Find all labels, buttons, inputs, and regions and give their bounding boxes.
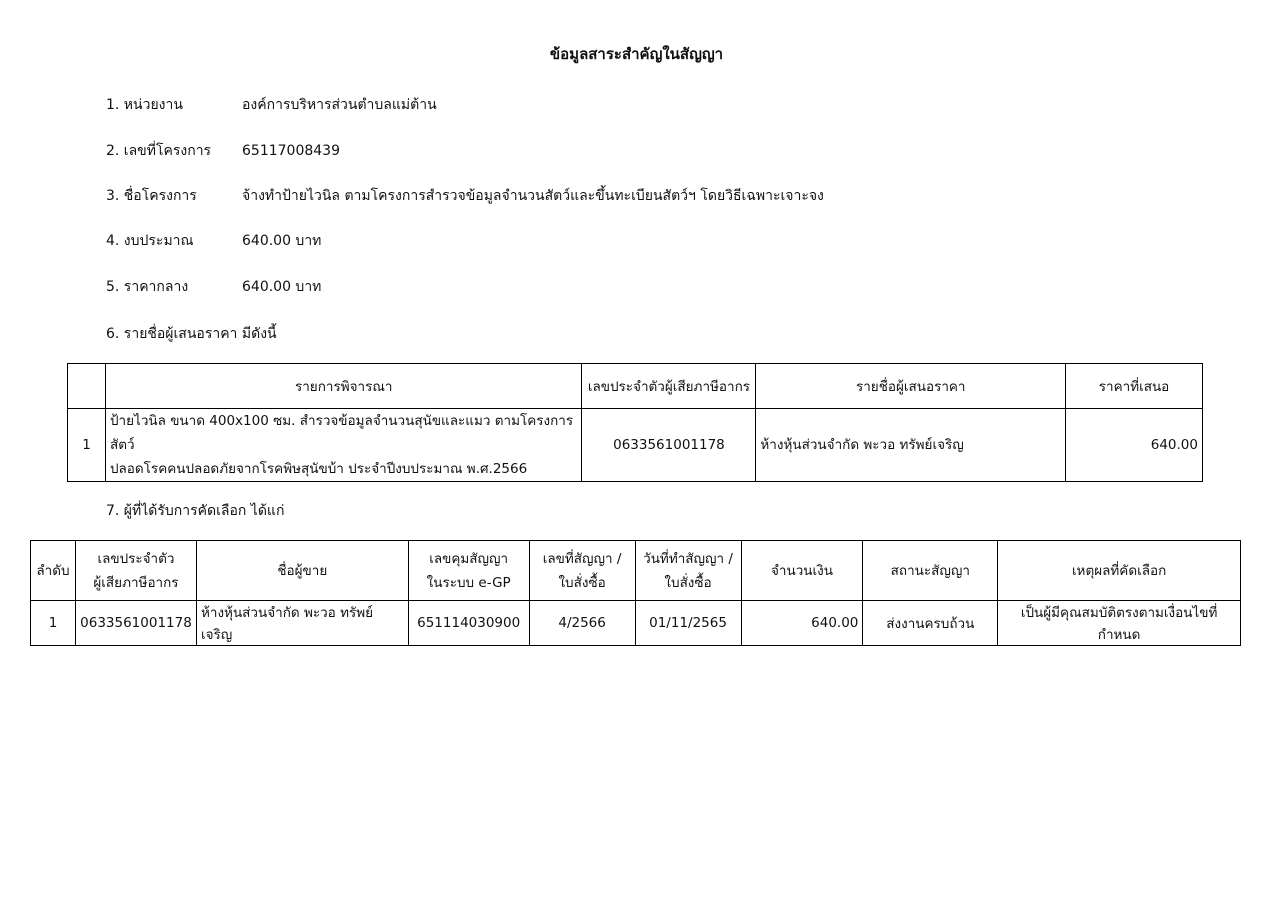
table-row [68,409,1203,482]
section7-heading: 7. ผู้ที่ได้รับการคัดเลือก ได้แก่ [106,503,285,519]
field-budget-value: 640.00 บาท [242,233,322,249]
field-project-name-label: 3. ชื่อโครงการ [106,188,197,204]
selected-header-egp-l2: ในระบบ e-GP [426,574,511,591]
selected-header-taxid-l2: ผู้เสียภาษีอากร [93,574,179,591]
field-project-number-value: 65117008439 [242,143,340,159]
bidders-header-row [68,364,1203,409]
bidder-row-price: 640.00 [1066,409,1203,482]
selected-row-status: ส่งงานครบถ้วน [863,601,998,646]
field-budget [106,231,321,251]
field-agency-label: 1. หน่วยงาน [106,97,183,113]
document-title: ข้อมูลสาระสำคัญในสัญญา [549,45,724,63]
field-median-price-value: 640.00 บาท [242,279,322,295]
field-median-price [106,277,321,297]
bidders-header-item: รายการพิจารณา [105,364,582,409]
field-budget-label: 4. งบประมาณ [106,233,194,249]
selected-header-status: สถานะสัญญา [863,541,998,601]
selected-row-contract: 4/2566 [529,601,635,646]
selected-row-taxid: 0633561001178 [75,601,196,646]
bidder-row-item-line1: ป้ายไวนิล ขนาด 400x100 ซม. สำรวจข้อมูลจำนวนสุนัขและแมว ตามโครงการสัตว์ [109,413,574,453]
bidder-row-item-line2: ปลอดโรคคนปลอดภัยจากโรคพิษสุนัขบ้า ประจำปีงบประมาณ พ.ศ.2566 [109,461,528,477]
selected-header-row [31,541,1241,601]
selected-row-seller: ห้างหุ้นส่วนจำกัด พะวอ ทรัพย์เจริญ [196,601,408,646]
selected-header-egp-l1: เลขคุมสัญญา [429,550,509,567]
field-project-name [106,186,824,206]
selected-header-contract-l2: ใบสั่งซื้อ [558,574,606,591]
section6-heading: 6. รายชื่อผู้เสนอราคา มีดังนี้ [106,326,277,342]
selected-header-contract-l1: เลขที่สัญญา / [542,550,622,567]
selected-header-date [635,541,741,601]
selected-header-date-l2: ใบสั่งซื้อ [664,574,712,591]
bidder-row-item [105,409,582,482]
bidders-header-taxid: เลขประจำตัวผู้เสียภาษีอากร [582,364,756,409]
bidders-header-index [68,364,106,409]
bidders-table [67,363,1203,482]
selected-header-seller: ชื่อผู้ขาย [196,541,408,601]
field-project-number-label: 2. เลขที่โครงการ [106,143,212,159]
selected-table [30,540,1241,646]
bidder-row-name: ห้างหุ้นส่วนจำกัด พะวอ ทรัพย์เจริญ [756,409,1066,482]
field-project-number [106,141,340,161]
bidders-header-price: ราคาที่เสนอ [1066,364,1203,409]
selected-row-date: 01/11/2565 [635,601,741,646]
selected-header-order: ลำดับ [31,541,76,601]
field-agency-value: องค์การบริหารส่วนตำบลแม่ต้าน [242,97,437,113]
selected-header-contract [529,541,635,601]
field-project-name-value: จ้างทำป้ายไวนิล ตามโครงการสำรวจข้อมูลจำนวนสัตว์และขึ้นทะเบียนสัตว์ฯ โดยวิธีเฉพาะเจาะจง [242,188,824,204]
selected-header-reason: เหตุผลที่คัดเลือก [998,541,1241,601]
selected-header-amount: จำนวนเงิน [741,541,863,601]
bidder-row-index: 1 [68,409,106,482]
selected-row-reason: เป็นผู้มีคุณสมบัติตรงตามเงื่อนไขที่กำหนด [998,601,1241,646]
selected-header-taxid-l1: เลขประจำตัว [97,550,175,567]
selected-row-amount: 640.00 [741,601,863,646]
selected-header-egp [408,541,529,601]
field-median-price-label: 5. ราคากลาง [106,279,189,295]
selected-header-taxid [75,541,196,601]
selected-row-order: 1 [31,601,76,646]
table-row [31,601,1241,646]
selected-row-egp: 651114030900 [408,601,529,646]
selected-header-date-l1: วันที่ทำสัญญา / [643,550,733,567]
field-agency [106,95,437,115]
bidders-header-bidder: รายชื่อผู้เสนอราคา [756,364,1066,409]
bidder-row-taxid: 0633561001178 [582,409,756,482]
